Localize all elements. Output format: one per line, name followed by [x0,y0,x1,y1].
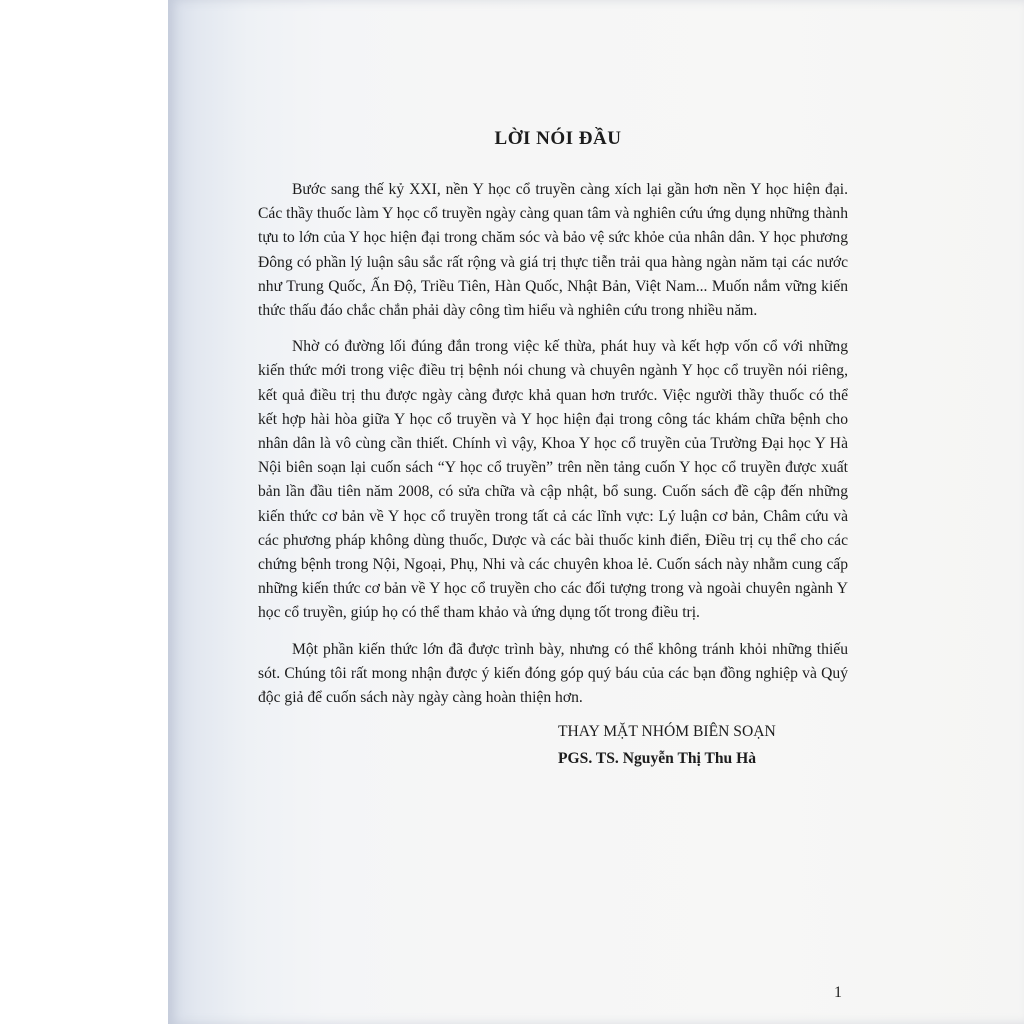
page-number: 1 [834,984,842,1001]
book-page [168,0,1024,1024]
paragraph-3: Một phần kiến thức lớn đã được trình bày, nhưng có thể không tránh khỏi những thiếu sót. Chúng tôi rất mong nhận được ý kiến đóng góp quý báu của các bạn đồng nghiệp và Quý độc giả để cuốn sách này ngày càng hoàn thiện hơn. [258,640,848,707]
signature-block [558,720,858,771]
paragraph-1: Bước sang thế kỷ XXI, nền Y học cổ truyền càng xích lại gần hơn nền Y học hiện đại. Các thầy thuốc làm Y học cổ truyền ngày càng quan tâm và nghiên cứu ứng dụng những thành tựu to lớn của Y học hiện đại trong chăm sóc và bảo vệ sức khỏe của nhân dân. Y học phương Đông có phần lý luận sâu sắc rất rộng và giá trị thực tiễn trải qua hàng ngàn năm tại các nước như Trung Quốc, Ấn Độ, Triều Tiên, Hàn Quốc, Nhật Bản, Việt Nam... Muốn nắm vững kiến thức thấu đáo chắc chắn phải dày công tìm hiểu và nghiên cứu trong nhiều năm. [258,181,848,320]
page-content [258,128,848,722]
paragraph-2: Nhờ có đường lối đúng đắn trong việc kế thừa, phát huy và kết hợp vốn cổ với những kiến thức mới trong việc điều trị bệnh nói chung và chuyên ngành Y học cổ truyền nói riêng, kết quả điều trị thu được ngày càng được khả quan hơn trước. Việc người thầy thuốc có thể kết hợp hài hòa giữa Y học cổ truyền và Y học hiện đại trong công tác khám chữa bệnh cho nhân dân là vô cùng cần thiết. Chính vì vậy, Khoa Y học cổ truyền của Trường Đại học Y Hà Nội biên soạn lại cuốn sách “Y học cổ truyền” trên nền tảng cuốn Y học cổ truyền được xuất bản lần đầu tiên năm 2008, có sửa chữa và cập nhật, bổ sung. Cuốn sách đề cập đến những kiến thức cơ bản về Y học cổ truyền trong tất cả các lĩnh vực: Lý luận cơ bản, Châm cứu và các phương pháp không dùng thuốc, Dược và các bài thuốc kinh điển, Điều trị cụ thể cho các chứng bệnh trong Nội, Ngoại, Phụ, Nhi và các chuyên khoa lẻ. Cuốn sách này nhằm cung cấp những kiến thức cơ bản về Y học cổ truyền cho các đối tượng trong và ngoài chuyên ngành Y học cổ truyền, giúp họ có thể tham khảo và ứng dụng tốt trong điều trị. [258,338,848,622]
page-title: LỜI NÓI ĐẦU [494,128,622,149]
signature-role: THAY MẶT NHÓM BIÊN SOẠN [558,723,776,740]
signature-name: PGS. TS. Nguyễn Thị Thu Hà [558,750,757,767]
